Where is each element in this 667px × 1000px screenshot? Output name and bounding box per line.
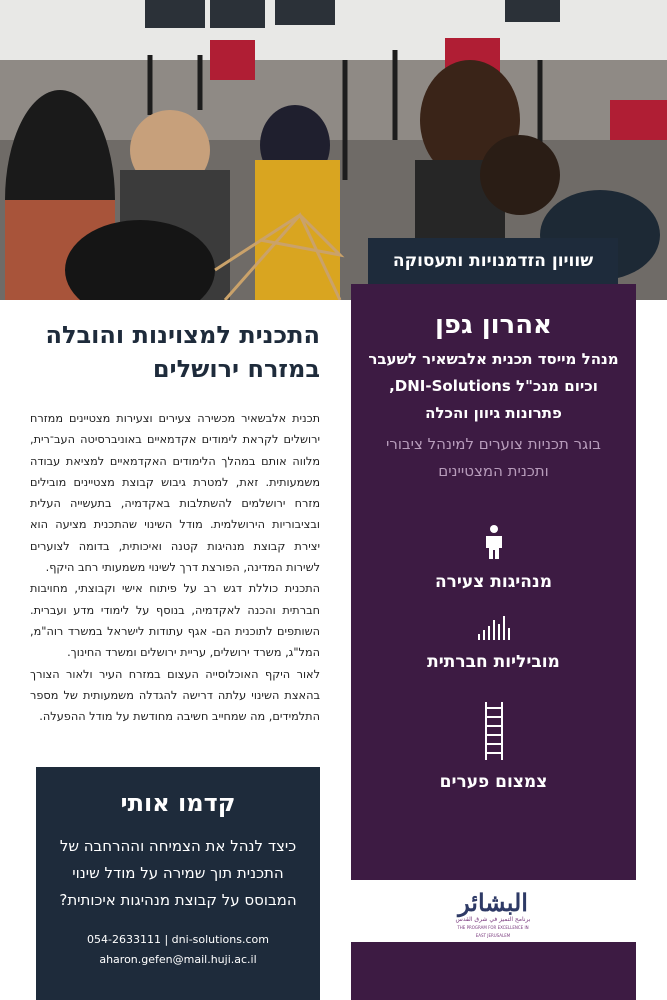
- contact-phone-website[interactable]: 054-2633111 | dni-solutions.com: [87, 933, 269, 946]
- question-line: התכנית תוך שמירה על מודל שינוי: [72, 864, 284, 882]
- profile-panel-footer: [351, 942, 636, 1000]
- profile-panel: [351, 284, 636, 880]
- profile-role: [351, 346, 636, 427]
- title-line: התכנית למצוינות והובלה: [45, 321, 320, 349]
- feature-label: מנהיגות צעירה: [435, 572, 552, 592]
- article-title: [30, 318, 320, 386]
- contact-email[interactable]: aharon.gefen@mail.huji.ac.il: [99, 953, 257, 966]
- role-line: מנהל מייסד תכנית אלבשאיר לשעבר: [368, 350, 619, 368]
- article-body: [30, 408, 320, 727]
- person-icon: [481, 524, 507, 560]
- ladder-icon: [483, 702, 505, 760]
- paragraph: התכנית כוללת דגש רב על פיתוח אישי וקבוצתי, מחויבות חברתית והכנה לאקדמיה, בנוסף על לימודי מדע ועברית. השותפים לתוכנית הם- אגף עתודות לישראל במשרד רוה"מ, המל"ג, משרד ירושלים, עריית ירושלים ומשרד החינוך.: [30, 582, 320, 660]
- role-line: פתרונות גיוון והכלה: [425, 404, 562, 422]
- paragraph: לאור היקף האוכלוסייה העצום במזרח העיר ולאור הצורך בהאצת השינוי עלתה דרישה להגדלה משמעותית של מספר התלמידים, מה שמחייב חשיבה מחודשת על מודל ההפעלה.: [30, 667, 320, 724]
- profile-graduate: [351, 431, 636, 485]
- albashaer-logo: [452, 890, 534, 936]
- grad-line: בוגר תכניות צוערים למינהל ציבורי: [386, 435, 601, 453]
- article: [30, 318, 320, 727]
- title-line: במזרח ירושלים: [152, 355, 320, 383]
- grad-line: ותכנית המצטיינים: [438, 462, 549, 480]
- feature-mobility: [351, 614, 636, 672]
- cta-title: קדמו אותי: [120, 789, 236, 817]
- feature-label: מוביליות חברתית: [427, 652, 560, 672]
- bars-icon: [477, 614, 511, 640]
- feature-gaps: [351, 702, 636, 792]
- role-line: וכיום מנכ"ל DNI-Solutions,: [389, 377, 598, 395]
- call-to-action-box: [36, 767, 320, 1000]
- feature-label: צמצום פערים: [439, 772, 548, 792]
- category-tag: שוויון הזדמנויות ותעסוקה: [368, 238, 618, 284]
- logo-arabic: البشائر: [458, 888, 528, 917]
- question-line: המבוסס על קבוצת מנהיגות איכותית?: [59, 891, 297, 909]
- cta-question: [36, 833, 320, 914]
- paragraph: תכנית אלבשאיר מכשירה צעירים וצעירות מצטיינים ממזרח ירושלים לקראת לימודים אקדמאיים באוניברסיטה העב־רית, מלווה אותם במהלך הלימודים האקדמאיים למציאת עבודה משמעותית. זאת, למטרת גיבוש קבוצת מצטיינים מובילים מזרח ירושלמים להשתלבות באקדמיה, בתעשייה העלית ובציבוריות הירושלמית. מודל השינוי שהתכנית מציעה הוא יצירת קבוצת מנהיגות קטנה ואיכותית, בדומה לצוערים לשירות המדינה, הפורצת דרך לשינוי משמעותי רחב היקף.: [30, 412, 320, 575]
- logo-subtitle-en: THE PROGRAM FOR EXCELLENCE IN EAST JERUSALEM: [457, 925, 529, 938]
- profile-name: אהרון גפן: [435, 310, 552, 340]
- contact-info: [36, 930, 320, 970]
- feature-leadership: [351, 524, 636, 592]
- question-line: כיצד לנהל את הצמיחה וההרחבה של: [59, 837, 297, 855]
- logo-subtitle: برنامج التميز في شرق القدس: [455, 916, 531, 923]
